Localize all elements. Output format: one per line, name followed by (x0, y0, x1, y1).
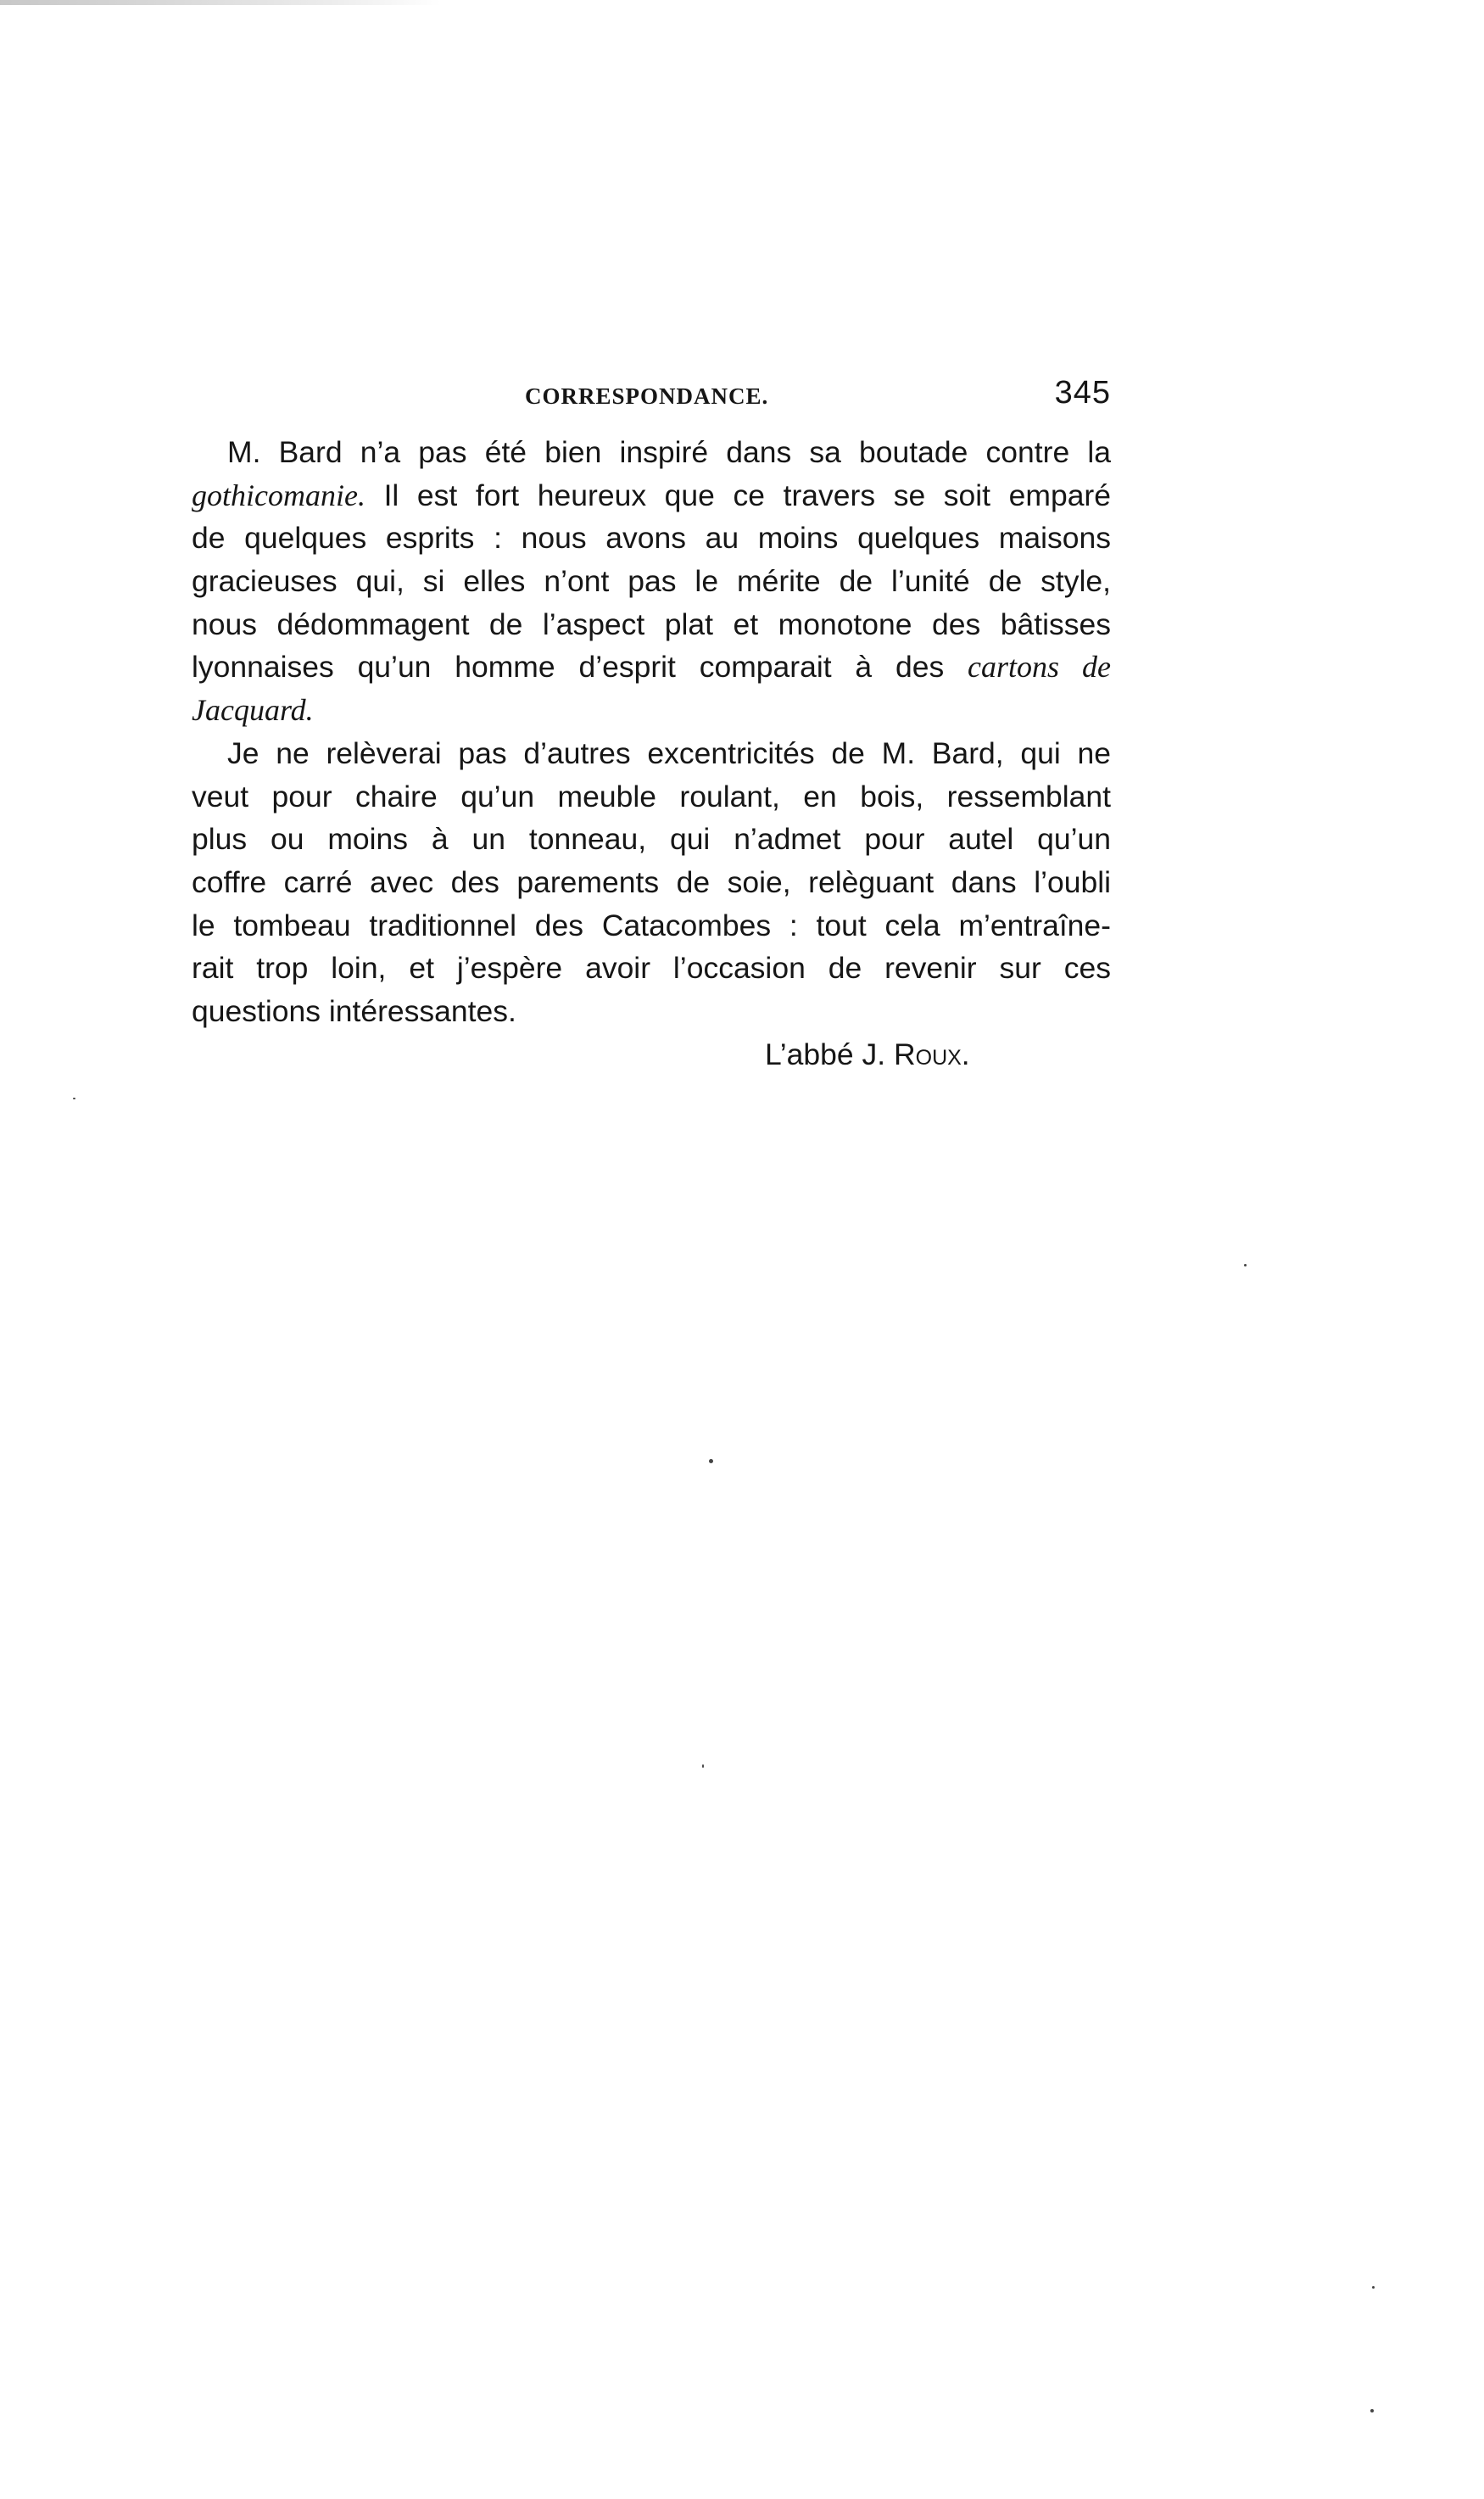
text-line: questions intéressantes. (192, 993, 516, 1028)
text-line (192, 689, 1111, 732)
text-line: M. Bard n’a pas été bien inspiré dans sa boutade contre la (227, 435, 1111, 469)
scan-speck (1372, 2286, 1375, 2289)
running-title: CORRESPONDANCE. (525, 383, 769, 409)
signature (192, 1033, 1111, 1076)
page-body (192, 431, 1111, 1076)
text-line (192, 646, 1111, 689)
text-line: nous dédommagent de l’aspect plat et monotone des bâtisses (192, 607, 1111, 641)
paragraph-1 (192, 431, 1111, 732)
text-fragment: lyonnaises qu’un homme d’esprit comparait à des (192, 650, 968, 685)
paragraph-2 (192, 732, 1111, 1033)
scan-speck (73, 1098, 75, 1099)
text-line: rait trop loin, et j’espère avoir l’occasion de revenir sur ces (192, 951, 1111, 986)
text-line: le tombeau traditionnel des Catacombes : tout cela m’entraîne- (192, 908, 1111, 942)
text-line: Je ne relèverai pas d’autres excentricités de M. Bard, qui ne (227, 735, 1111, 770)
page-header (192, 373, 1111, 417)
scan-edge-artifact (0, 0, 441, 5)
italic-term: cartons de (968, 650, 1111, 685)
scan-speck (1244, 1264, 1247, 1266)
scan-speck (709, 1459, 713, 1463)
signature-prefix: L’abbé J. (765, 1037, 894, 1071)
text-line: plus ou moins à un tonneau, qui n’admet pour autel qu’un (192, 822, 1111, 857)
text-line: de quelques esprits : nous avons au moins quelques maisons (192, 521, 1111, 556)
italic-term: gothicomanie. (192, 478, 365, 512)
text-line: gracieuses qui, si elles n’ont pas le mérite de l’unité de style, (192, 564, 1111, 599)
scan-speck (702, 1764, 704, 1768)
scan-speck (1370, 2409, 1374, 2412)
page-number: 345 (1054, 375, 1111, 411)
text-line: coffre carré avec des parements de soie, relèguant dans l’oubli (192, 864, 1111, 899)
italic-term: Jacquard. (192, 693, 314, 728)
text-line: veut pour chaire qu’un meuble roulant, en bois, ressemblant (192, 779, 1111, 813)
text-line (192, 474, 1111, 517)
signature-name: Roux. (893, 1037, 970, 1071)
text-fragment: Il est fort heureux que ce travers se soit emparé (365, 478, 1111, 512)
